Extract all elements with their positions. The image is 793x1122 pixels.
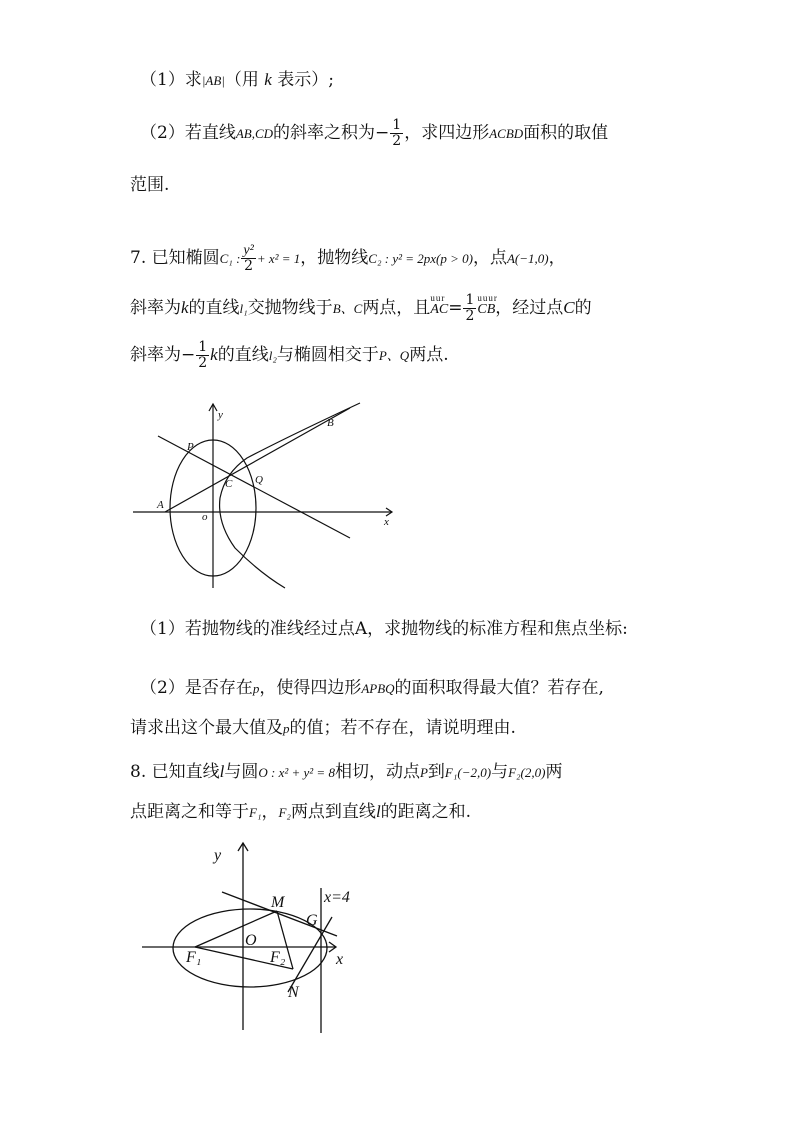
q6-minus: − [375, 123, 390, 143]
q7-point-c: C [563, 298, 575, 317]
q7-line1-end: ， [548, 248, 566, 268]
q7-line-l1 [165, 408, 350, 512]
q8-l1-end: 两 [545, 762, 563, 782]
q7-ellipse-frac [241, 243, 255, 274]
q8-l2-mid: ， [261, 802, 279, 822]
q7-part2 [140, 676, 604, 701]
q7-equals: = [448, 298, 463, 318]
q6-part2-prefix: （2）若直线 [140, 123, 236, 143]
q8-point-p: P [419, 765, 428, 780]
q7-l3-mid: 的直线 [217, 345, 269, 365]
q6-k-symbol: k [264, 70, 272, 89]
q7-l2-mid: 的直线 [188, 298, 240, 318]
q8-l2-end: 的距离之和. [380, 802, 472, 822]
q6-part1-prefix: （1）求 [140, 70, 202, 90]
q7-line2 [130, 293, 592, 324]
q7-part2-l2-prefix: 请求出这个最大值及 [130, 718, 283, 738]
q7-part1: （1）若抛物线的准线经过点A，求抛物线的标准方程和焦点坐标: [140, 619, 628, 639]
q6-part1-text: （用 [224, 70, 259, 90]
q7-l2-frac-den: 2 [465, 308, 475, 324]
q7-k: k [181, 298, 189, 317]
q7-part2-prefix: （2）是否存在 [140, 678, 253, 698]
q8-line2 [130, 800, 471, 825]
q6-part1 [140, 68, 334, 93]
q7-l3-frac [196, 340, 209, 371]
q8-label-f1: F₁ [186, 949, 202, 966]
q8-l2-prefix: 点距离之和等于 [130, 802, 249, 822]
q6-quad-acbd: ACBD [489, 126, 524, 141]
q7-parabola-eq: C₂ : y² = 2px(p > 0) [368, 251, 473, 266]
q7-label-c: C [225, 478, 233, 490]
q6-part2 [140, 118, 608, 149]
q7-l2-frac [463, 293, 476, 324]
q8-label-n: N [288, 984, 299, 1001]
q7-l2: l₂ [268, 348, 277, 363]
q7-label-o: o [202, 511, 208, 523]
q8-line1 [130, 760, 562, 785]
q7-l2-mid2: 交抛物线于 [247, 298, 333, 318]
q7-vector-cb: uuur CB [477, 293, 498, 317]
q7-frac-den: 2 [244, 258, 254, 274]
q7-bc: B、C [332, 301, 363, 316]
q8-circle-eq: O : x² + y² = 8 [258, 765, 335, 780]
q8-l1-mid2: 相切，动点 [334, 762, 420, 782]
q7-label-y: y [218, 409, 223, 421]
q7-ac-label: AC [430, 302, 449, 317]
q7-label-p: P [187, 441, 194, 453]
q8-label-x4: x=4 [324, 889, 350, 906]
q8-l2-l: l [375, 802, 381, 821]
q7-label-q: Q [255, 474, 263, 486]
q6-fraction [390, 118, 403, 149]
q7-part2-p: p [252, 681, 260, 696]
q8-l2-mid2: 两点到直线 [290, 802, 376, 822]
q8-l1-mid4: 与 [491, 762, 509, 782]
q7-part2-l2-end: 的值；若不存在，请说明理由. [289, 718, 516, 738]
q7-part2-l2-p: p [283, 721, 290, 736]
q6-part2-line2: 范围. [130, 175, 170, 195]
q8-label-f2: F₂ [270, 949, 286, 966]
q7-label-b: B [327, 417, 334, 429]
q8-figure [140, 840, 370, 1035]
q8-number: 8. 已知直线 [130, 762, 220, 782]
q7-part2-mid: ，使得四边形 [259, 678, 362, 698]
q6-part2-end: 面积的取值 [523, 123, 609, 143]
q7-ellipse-rest: + x² = 1 [256, 251, 301, 266]
q8-l2-f2: F₂ [278, 805, 291, 820]
q7-l3-end: 两点. [409, 345, 449, 365]
q8-l1-mid3: 到 [427, 762, 445, 782]
q7-ellipse-name: C₁ : [219, 251, 241, 266]
q7-part2-end: 的面积取得最大值？若存在, [394, 678, 604, 698]
q7-l1: l₁ [239, 301, 248, 316]
q7-point-a: A(−1,0) [506, 251, 549, 266]
q7-pq: P、Q [378, 348, 410, 363]
q8-label-x: x [336, 951, 344, 968]
q7-l3-minus: − [181, 345, 196, 365]
q8-label-o: O [245, 932, 257, 949]
q8-line-l: l [219, 762, 225, 781]
q7-text-point: ，点 [472, 248, 507, 268]
q7-l3-k: k [210, 345, 218, 364]
q8-f1: F₁(−2,0) [444, 765, 492, 780]
q6-frac-den: 2 [392, 133, 402, 149]
q7-l2-frac-num: 1 [465, 292, 475, 308]
q7-frac-num: y² [243, 243, 254, 258]
q6-part2-post: ，求四边形 [404, 123, 490, 143]
q6-part1-end: 表示）; [277, 70, 334, 90]
q6-part2-mid: 的斜率之积为 [273, 123, 376, 143]
q7-l3-prefix: 斜率为 [130, 345, 181, 365]
q8-label-m: M [271, 894, 285, 911]
q7-l3-frac-num: 1 [198, 339, 208, 355]
q8-f2: F₂(2,0) [508, 765, 546, 780]
q8-segment-f1m [195, 911, 277, 947]
q7-line1 [130, 243, 566, 274]
q8-l2-f1: F₁ [249, 805, 262, 820]
q7-quad-apbq: APBQ [361, 681, 395, 696]
q6-frac-num: 1 [392, 117, 402, 133]
q7-figure [125, 398, 400, 593]
q7-l2-end: ，经过点 [495, 298, 564, 318]
q7-cb-label: CB [477, 302, 496, 317]
q8-label-g: G [306, 912, 318, 929]
q7-label-x: x [384, 516, 389, 528]
q7-vector-ac: uur AC [430, 293, 449, 317]
q8-l1-mid: 与圆 [224, 762, 259, 782]
q7-number: 7. 已知椭圆 [130, 248, 220, 268]
q7-l3-mid2: 与椭圆相交于 [276, 345, 379, 365]
q7-l2-prefix: 斜率为 [130, 298, 181, 318]
q7-l2-mid3: 两点，且 [362, 298, 431, 318]
q6-abs-ab: |AB| [201, 73, 225, 88]
q7-label-a: A [157, 499, 164, 511]
q7-l2-end2: 的 [574, 298, 592, 318]
q7-part2-line2 [130, 716, 516, 741]
q8-label-y: y [214, 847, 222, 864]
q7-line3 [130, 340, 449, 371]
q6-lines-ab-cd: AB,CD [235, 126, 274, 141]
q7-l3-frac-den: 2 [198, 355, 208, 371]
q7-text-parabola: ，抛物线 [300, 248, 369, 268]
